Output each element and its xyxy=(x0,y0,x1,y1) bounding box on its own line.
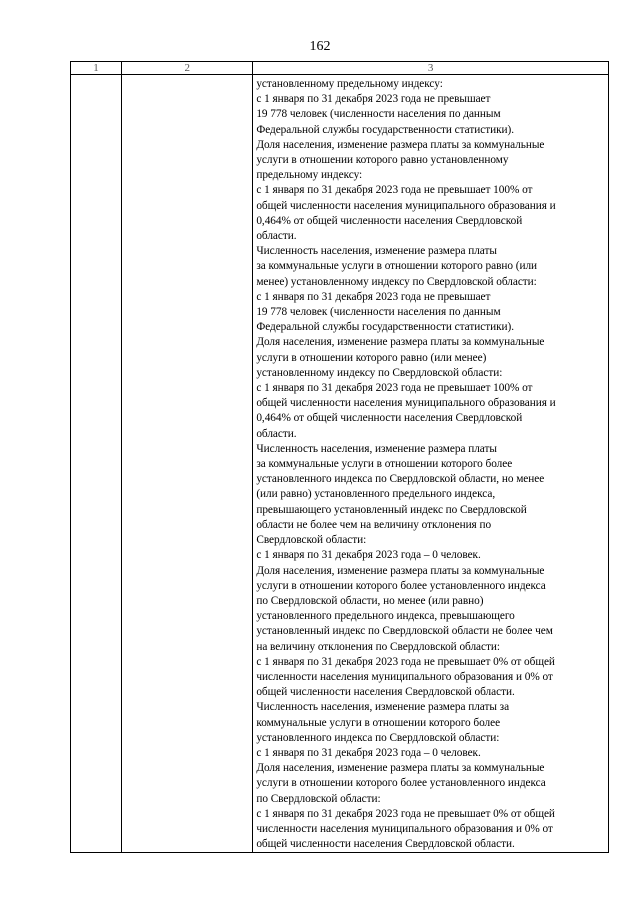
cell-col-1 xyxy=(71,75,122,853)
text-line: установленного индекса по Свердловской области, но менее xyxy=(256,473,545,486)
text-line: с 1 января по 31 декабря 2023 года не превышает 0% от общей xyxy=(256,655,555,668)
text-line: Доля населения, изменение размера платы за коммунальные xyxy=(256,336,545,349)
text-line: 0,464% от общей численности населения Свердловской xyxy=(256,214,523,227)
column-header-2: 2 xyxy=(122,62,253,75)
text-line: за коммунальные услуги в отношении которого более xyxy=(256,458,513,471)
text-line: превышающего установленный индекс по Свердловской xyxy=(256,503,527,516)
text-line: общей численности населения муниципального образования и xyxy=(256,199,556,212)
text-line: по Свердловской области, но менее (или равно) xyxy=(256,594,484,607)
text-line: области. xyxy=(256,230,297,243)
text-line: общей численности населения Свердловской области. xyxy=(256,686,515,699)
text-line: численности населения муниципального образования и 0% от xyxy=(256,670,553,683)
text-line: коммунальные услуги в отношении которого более xyxy=(256,716,501,729)
column-header-1: 1 xyxy=(71,62,122,75)
text-line: Свердловской области: xyxy=(256,534,367,547)
page-number: 162 xyxy=(309,39,331,54)
text-line: общей численности населения муниципального образования и xyxy=(256,397,556,410)
text-line: на величину отклонения по Свердловской области: xyxy=(256,640,500,653)
text-line: Федеральной службы государственности статистики). xyxy=(256,123,514,136)
text-line: по Свердловской области: xyxy=(256,792,381,805)
text-line: Федеральной службы государственности статистики). xyxy=(256,321,514,334)
text-line: Численность населения, изменение размера платы xyxy=(256,442,497,455)
text-line: с 1 января по 31 декабря 2023 года не превышает 100% от xyxy=(256,382,533,395)
text-line: с 1 января по 31 декабря 2023 года не превышает 0% от общей xyxy=(256,807,555,820)
column-header-3: 3 xyxy=(253,62,609,75)
text-line: общей численности населения Свердловской области. xyxy=(256,838,515,851)
text-line: Доля населения, изменение размера платы за коммунальные xyxy=(256,762,545,775)
text-line: с 1 января по 31 декабря 2023 года не превышает xyxy=(256,93,491,106)
text-line: предельному индексу: xyxy=(256,169,363,182)
text-line: услуги в отношении которого более установленного индекса xyxy=(256,579,546,592)
cell-col-3 xyxy=(253,75,609,853)
text-line: с 1 января по 31 декабря 2023 года – 0 человек. xyxy=(256,746,481,759)
text-line: установленный индекс по Свердловской области не более чем xyxy=(256,625,553,638)
text-line: области не более чем на величину отклонения по xyxy=(256,518,492,531)
text-line: (или равно) установленного предельного индекса, xyxy=(256,488,496,501)
text-line: с 1 января по 31 декабря 2023 года не превышает 100% от xyxy=(256,184,533,197)
text-line: услуги в отношении которого равно установленному xyxy=(256,154,509,167)
text-line: Численность населения, изменение размера платы xyxy=(256,245,497,258)
text-line: Доля населения, изменение размера платы за коммунальные xyxy=(256,564,545,577)
text-line: за коммунальные услуги в отношении которого равно (или xyxy=(256,260,538,273)
text-line: услуги в отношении которого равно (или менее) xyxy=(256,351,487,364)
text-line: с 1 января по 31 декабря 2023 года – 0 человек. xyxy=(256,549,481,562)
text-line: менее) установленному индексу по Свердловской области: xyxy=(256,275,537,288)
text-line: 19 778 человек (численности населения по данным xyxy=(256,108,501,121)
text-line: области. xyxy=(256,427,297,440)
text-line: численности населения муниципального образования и 0% от xyxy=(256,822,553,835)
text-line: 0,464% от общей численности населения Свердловской xyxy=(256,412,523,425)
text-line: установленному предельному индексу: xyxy=(256,78,443,90)
table-header-row xyxy=(71,62,609,75)
text-line: установленному индексу по Свердловской области: xyxy=(256,366,503,379)
text-line: 19 778 человек (численности населения по данным xyxy=(256,306,501,319)
text-line: Численность населения, изменение размера платы за xyxy=(256,701,510,714)
text-line: с 1 января по 31 декабря 2023 года не превышает xyxy=(256,290,491,303)
text-line: услуги в отношении которого более установленного индекса xyxy=(256,777,546,790)
cell-col-3-text xyxy=(253,75,608,852)
table-row xyxy=(71,75,609,853)
text-line: установленного предельного индекса, превышающего xyxy=(256,610,515,623)
document-table xyxy=(70,61,609,853)
text-line: установленного индекса по Свердловской области: xyxy=(256,731,500,744)
text-line: Доля населения, изменение размера платы за коммунальные xyxy=(256,138,545,151)
cell-col-2 xyxy=(122,75,253,853)
